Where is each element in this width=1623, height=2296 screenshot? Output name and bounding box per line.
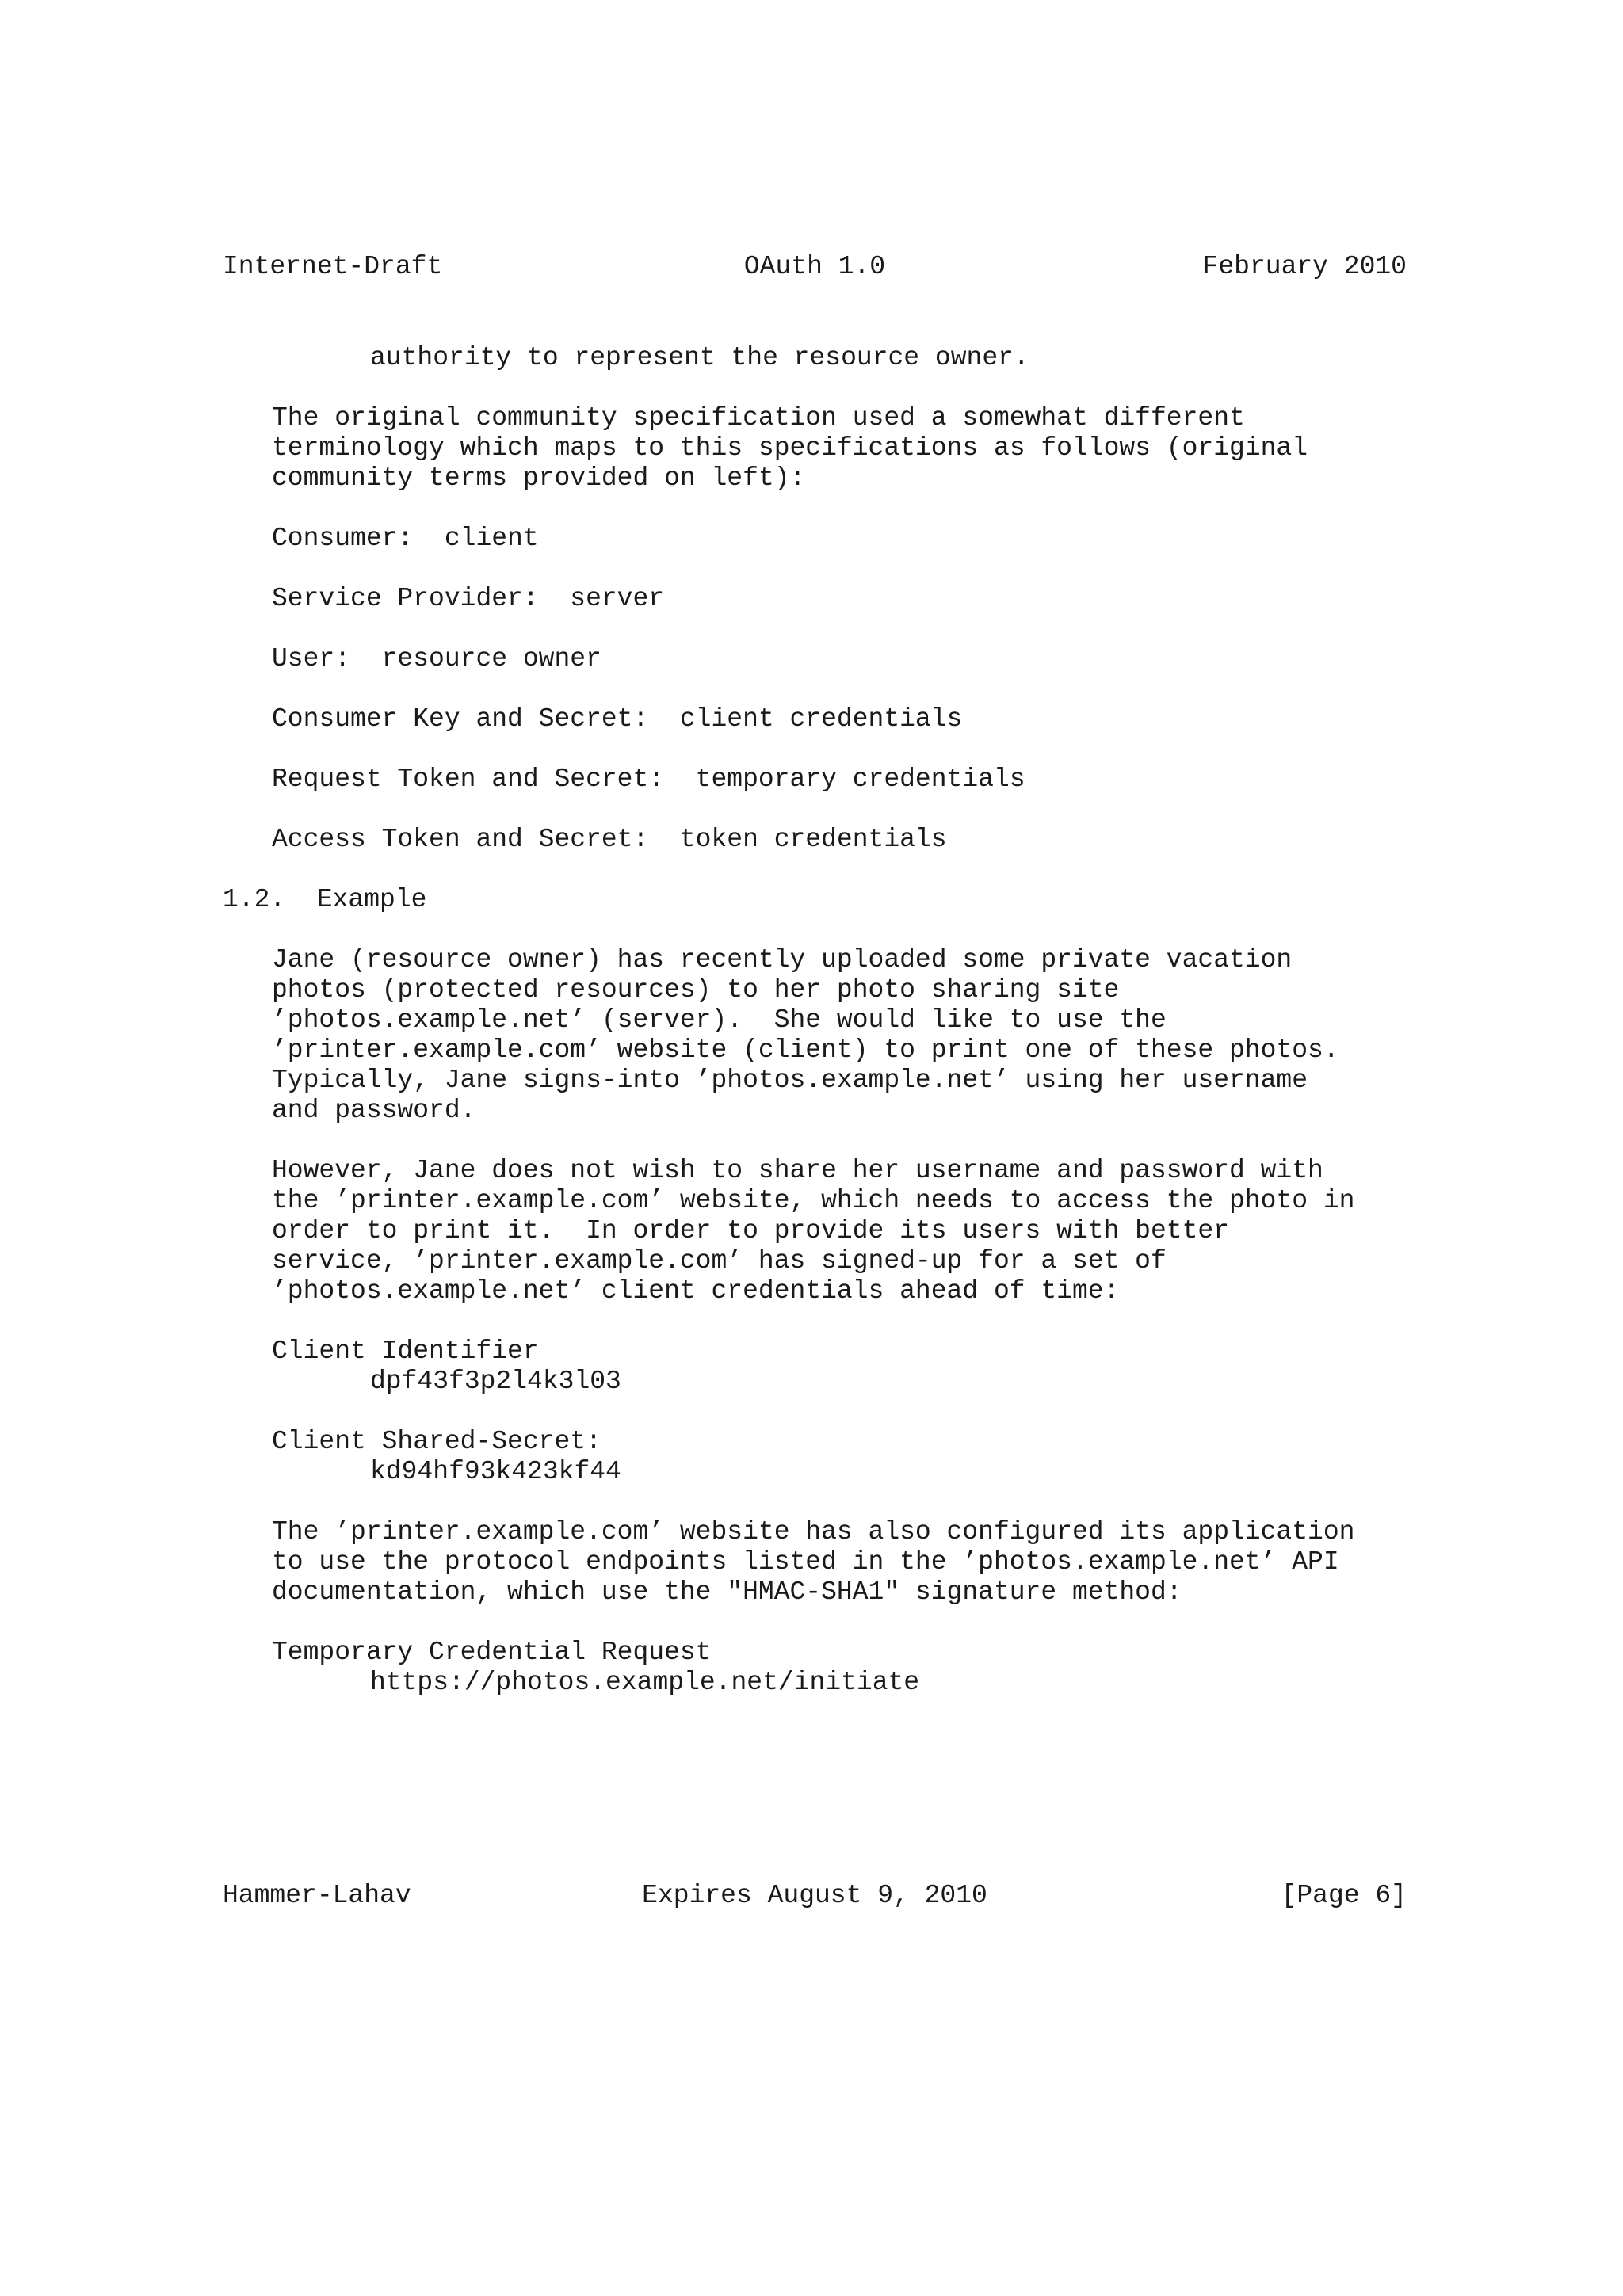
paragraph-line: ’printer.example.com’ website (client) to print one of these photos.	[272, 1035, 1339, 1065]
footer-right: [Page 6]	[1281, 1881, 1407, 1910]
term-mapping: Consumer: client	[272, 524, 539, 553]
paragraph-line: ’photos.example.net’ client credentials ahead of time:	[272, 1276, 1120, 1306]
client-secret-value: kd94hf93k423kf44	[370, 1457, 621, 1486]
paragraph-line: However, Jane does not wish to share her username and password with	[272, 1156, 1323, 1185]
intro-line: The original community specification used a somewhat different	[272, 403, 1245, 433]
term-mapping: User: resource owner	[272, 644, 601, 673]
page-header	[223, 252, 1407, 284]
paragraph-line: documentation, which use the "HMAC-SHA1" signature method:	[272, 1577, 1182, 1607]
paragraph-line: the ’printer.example.com’ website, which needs to access the photo in	[272, 1186, 1355, 1215]
temp-request-url: https://photos.example.net/initiate	[370, 1668, 920, 1697]
intro-line: terminology which maps to this specifications as follows (original	[272, 433, 1308, 463]
intro-line: community terms provided on left):	[272, 463, 806, 493]
footer-left: Hammer-Lahav	[223, 1881, 411, 1910]
paragraph-line: to use the protocol endpoints listed in the ’photos.example.net’ API	[272, 1547, 1339, 1577]
paragraph-line: and password.	[272, 1096, 476, 1125]
header-right: February 2010	[1202, 252, 1407, 281]
continuation-line: authority to represent the resource owner.	[370, 343, 1029, 372]
paragraph-line: ’photos.example.net’ (server). She would like to use the	[272, 1005, 1167, 1035]
page-footer	[223, 1881, 1407, 1913]
footer-center: Expires August 9, 2010	[642, 1881, 987, 1910]
paragraph-line: The ’printer.example.com’ website has also configured its application	[272, 1517, 1355, 1547]
client-identifier-value: dpf43f3p2l4k3l03	[370, 1367, 621, 1396]
term-mapping: Access Token and Secret: token credentials	[272, 825, 947, 854]
paragraph-line: order to print it. In order to provide its users with better	[272, 1216, 1229, 1245]
client-secret-label: Client Shared-Secret:	[272, 1427, 601, 1456]
client-identifier-label: Client Identifier	[272, 1337, 539, 1366]
header-left: Internet-Draft	[223, 252, 443, 281]
paragraph-line: service, ’printer.example.com’ has signed-up for a set of	[272, 1246, 1167, 1276]
term-mapping: Service Provider: server	[272, 584, 665, 613]
paragraph-line: photos (protected resources) to her photo sharing site	[272, 975, 1120, 1005]
term-mapping: Request Token and Secret: temporary credentials	[272, 765, 1025, 794]
term-mapping: Consumer Key and Secret: client credentials	[272, 704, 963, 734]
paragraph-line: Jane (resource owner) has recently uploaded some private vacation	[272, 945, 1293, 974]
temp-request-label: Temporary Credential Request	[272, 1638, 712, 1667]
section-heading: 1.2. Example	[223, 885, 427, 914]
paragraph-line: Typically, Jane signs-into ’photos.example.net’ using her username	[272, 1066, 1308, 1095]
header-center: OAuth 1.0	[743, 252, 886, 281]
